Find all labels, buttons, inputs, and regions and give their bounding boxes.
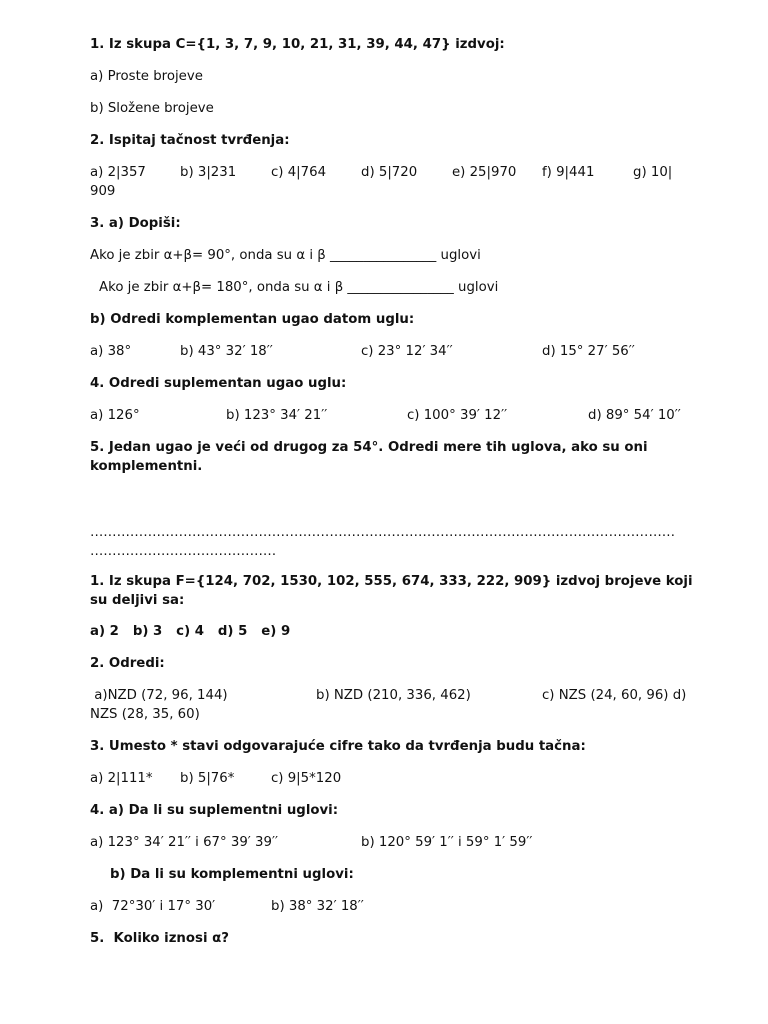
s2-q3-title: 3. Umesto * stavi odgovarajuće cifre tako da tvrđenja budu tačna:: [90, 739, 586, 754]
s2-q4b-title: b) Da li su komplementni uglovi:: [110, 867, 354, 882]
s1-q2-items-row: [90, 163, 700, 182]
s2-q2-items-row: [90, 686, 700, 705]
s1-q3-title: 3. a) Dopiši:: [90, 216, 181, 231]
s2-q4b-item: a) 72°30′ i 17° 30′: [90, 899, 216, 914]
s1-q3b-items-row: [90, 342, 700, 361]
s2-q4-items-row: [90, 833, 700, 852]
s1-q2-item: e) 25|970: [452, 165, 517, 180]
s2-q1-title: 1. Iz skupa F={124, 702, 1530, 102, 555, 674, 333, 222, 909} izdvoj brojeve koji su deljivi sa:: [90, 574, 693, 608]
s1-q3b-item: c) 23° 12′ 34′′: [361, 344, 453, 359]
s1-q2-item: d) 5|720: [361, 165, 418, 180]
s2-q3-item: b) 5|76*: [180, 771, 235, 786]
s1-q4-item: c) 100° 39′ 12′′: [407, 408, 508, 423]
s1-q2-item: g) 10|: [633, 165, 673, 180]
s1-q5-title: 5. Jedan ugao je veći od drugog za 54°. Odredi mere tih uglova, ako su oni komplementni.: [90, 440, 648, 474]
s1-q2-item: b) 3|231: [180, 165, 237, 180]
s1-q2-item: c) 4|764: [271, 165, 327, 180]
s2-q3-item: a) 2|111*: [90, 771, 153, 786]
s1-q1-b: b) Složene brojeve: [90, 101, 214, 116]
s2-q2-item: a)NZD (72, 96, 144): [90, 688, 228, 703]
s2-q3-items-row: [90, 769, 700, 788]
s1-q4-item: d) 89° 54′ 10′′: [588, 408, 681, 423]
s1-q4-items-row: [90, 406, 700, 425]
dotted-separator-line: ……………………………………………………………………………………………………………………: [90, 525, 676, 540]
s2-q4-title: 4. a) Da li su suplementni uglovi:: [90, 803, 339, 818]
s2-q4-item: b) 120° 59′ 1′′ i 59° 1′ 59′′: [361, 835, 533, 850]
s2-q4-item: a) 123° 34′ 21′′ i 67° 39′ 39′′: [90, 835, 279, 850]
s1-q4-title: 4. Odredi suplementan ugao uglu:: [90, 376, 347, 391]
s2-q1-options: a) 2 b) 3 c) 4 d) 5 e) 9: [90, 624, 291, 639]
s1-q2-wrap: 909: [90, 184, 116, 199]
s1-q4-item: a) 126°: [90, 408, 140, 423]
s1-q3b-item: d) 15° 27′ 56′′: [542, 344, 635, 359]
s1-q1-a: a) Proste brojeve: [90, 69, 203, 84]
s1-q3-line2: Ako je zbir α+β= 180°, onda su α i β ________________ uglovi: [99, 280, 499, 295]
s1-q3-line1: Ako je zbir α+β= 90°, onda su α i β ________________ uglovi: [90, 248, 481, 263]
s2-q2-wrap: NZS (28, 35, 60): [90, 707, 200, 722]
s1-q3b-item: a) 38°: [90, 344, 132, 359]
s2-q3-item: c) 9|5*120: [271, 771, 342, 786]
s1-q4-item: b) 123° 34′ 21′′: [226, 408, 328, 423]
s2-q4b-item: b) 38° 32′ 18′′: [271, 899, 364, 914]
s2-q2-item: c) NZS (24, 60, 96) d): [542, 688, 687, 703]
s2-q2-title: 2. Odredi:: [90, 656, 165, 671]
dotted-separator-line-end: ……………………………………: [90, 544, 277, 559]
s2-q5-title: 5. Koliko iznosi α?: [90, 931, 229, 946]
s2-q2-item: b) NZD (210, 336, 462): [316, 688, 471, 703]
s1-q1-title: 1. Iz skupa C={1, 3, 7, 9, 10, 21, 31, 39, 44, 47} izdvoj:: [90, 37, 505, 52]
s2-q4b-items-row: [90, 897, 700, 916]
s1-q2-item: f) 9|441: [542, 165, 595, 180]
s1-q2-item: a) 2|357: [90, 165, 146, 180]
s1-q2-title: 2. Ispitaj tačnost tvrđenja:: [90, 133, 290, 148]
s1-q3b-item: b) 43° 32′ 18′′: [180, 344, 273, 359]
s1-q3b-title: b) Odredi komplementan ugao datom uglu:: [90, 312, 415, 327]
